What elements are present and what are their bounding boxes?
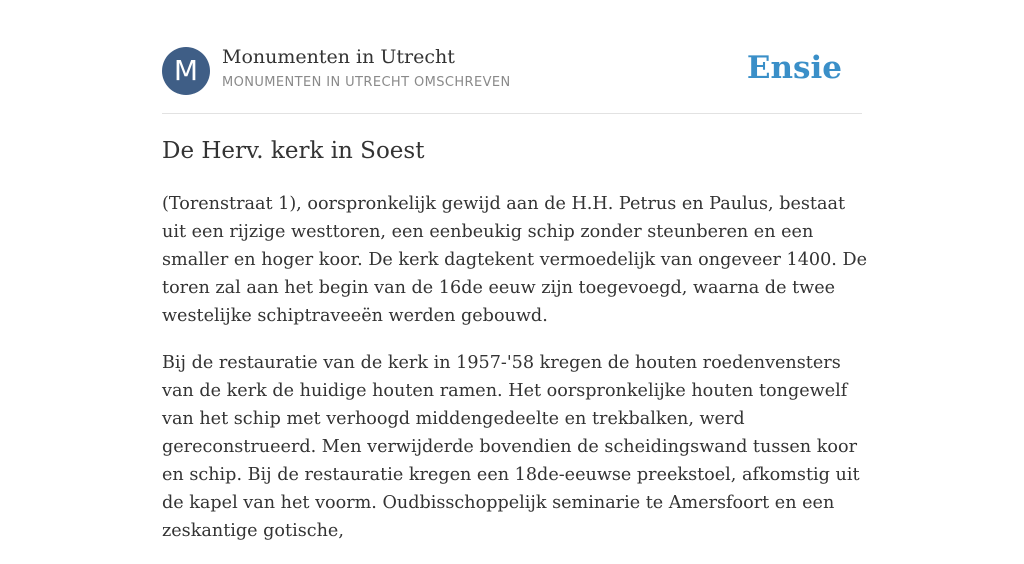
source-title[interactable]: Monumenten in Utrecht	[222, 46, 455, 68]
article-paragraph: Bij de restauratie van de kerk in 1957-'58 kregen de houten roedenvensters van de kerk de huidige houten ramen. Het oorspronkelijke houten tongewelf van het schip met verhoogd middengedeelte en trekbalken, werd gereconstrueerd. Men verwijderde bovendien de scheidingswand tussen koor en schip. Bij de restauratie kregen een 18de-eeuwse preekstoel, afkomstig uit de kapel van het voorm. Oudbisschoppelijk seminarie te Amersfoort en een zeskantige gotische,	[162, 353, 860, 541]
ensie-logo[interactable]: Ensie	[746, 50, 842, 86]
article-paragraph: (Torenstraat 1), oorspronkelijk gewijd aan de H.H. Petrus en Paulus, bestaat uit een rijzige westtoren, een eenbeukig schip zonder steunberen en een smaller en hoger koor. De kerk dagtekent vermoedelijk van ongeveer 1400. De toren zal aan het begin van de 16de eeuw zijn toegevoegd, waarna de twee westelijke schiptraveeën werden gebouwd.	[162, 194, 868, 326]
avatar[interactable]: M	[162, 47, 210, 95]
header	[162, 46, 862, 96]
header-divider	[162, 113, 862, 114]
source-subtitle: MONUMENTEN IN UTRECHT OMSCHREVEN	[222, 75, 511, 90]
article-title: De Herv. kerk in Soest	[162, 138, 425, 164]
article-body	[162, 190, 868, 564]
